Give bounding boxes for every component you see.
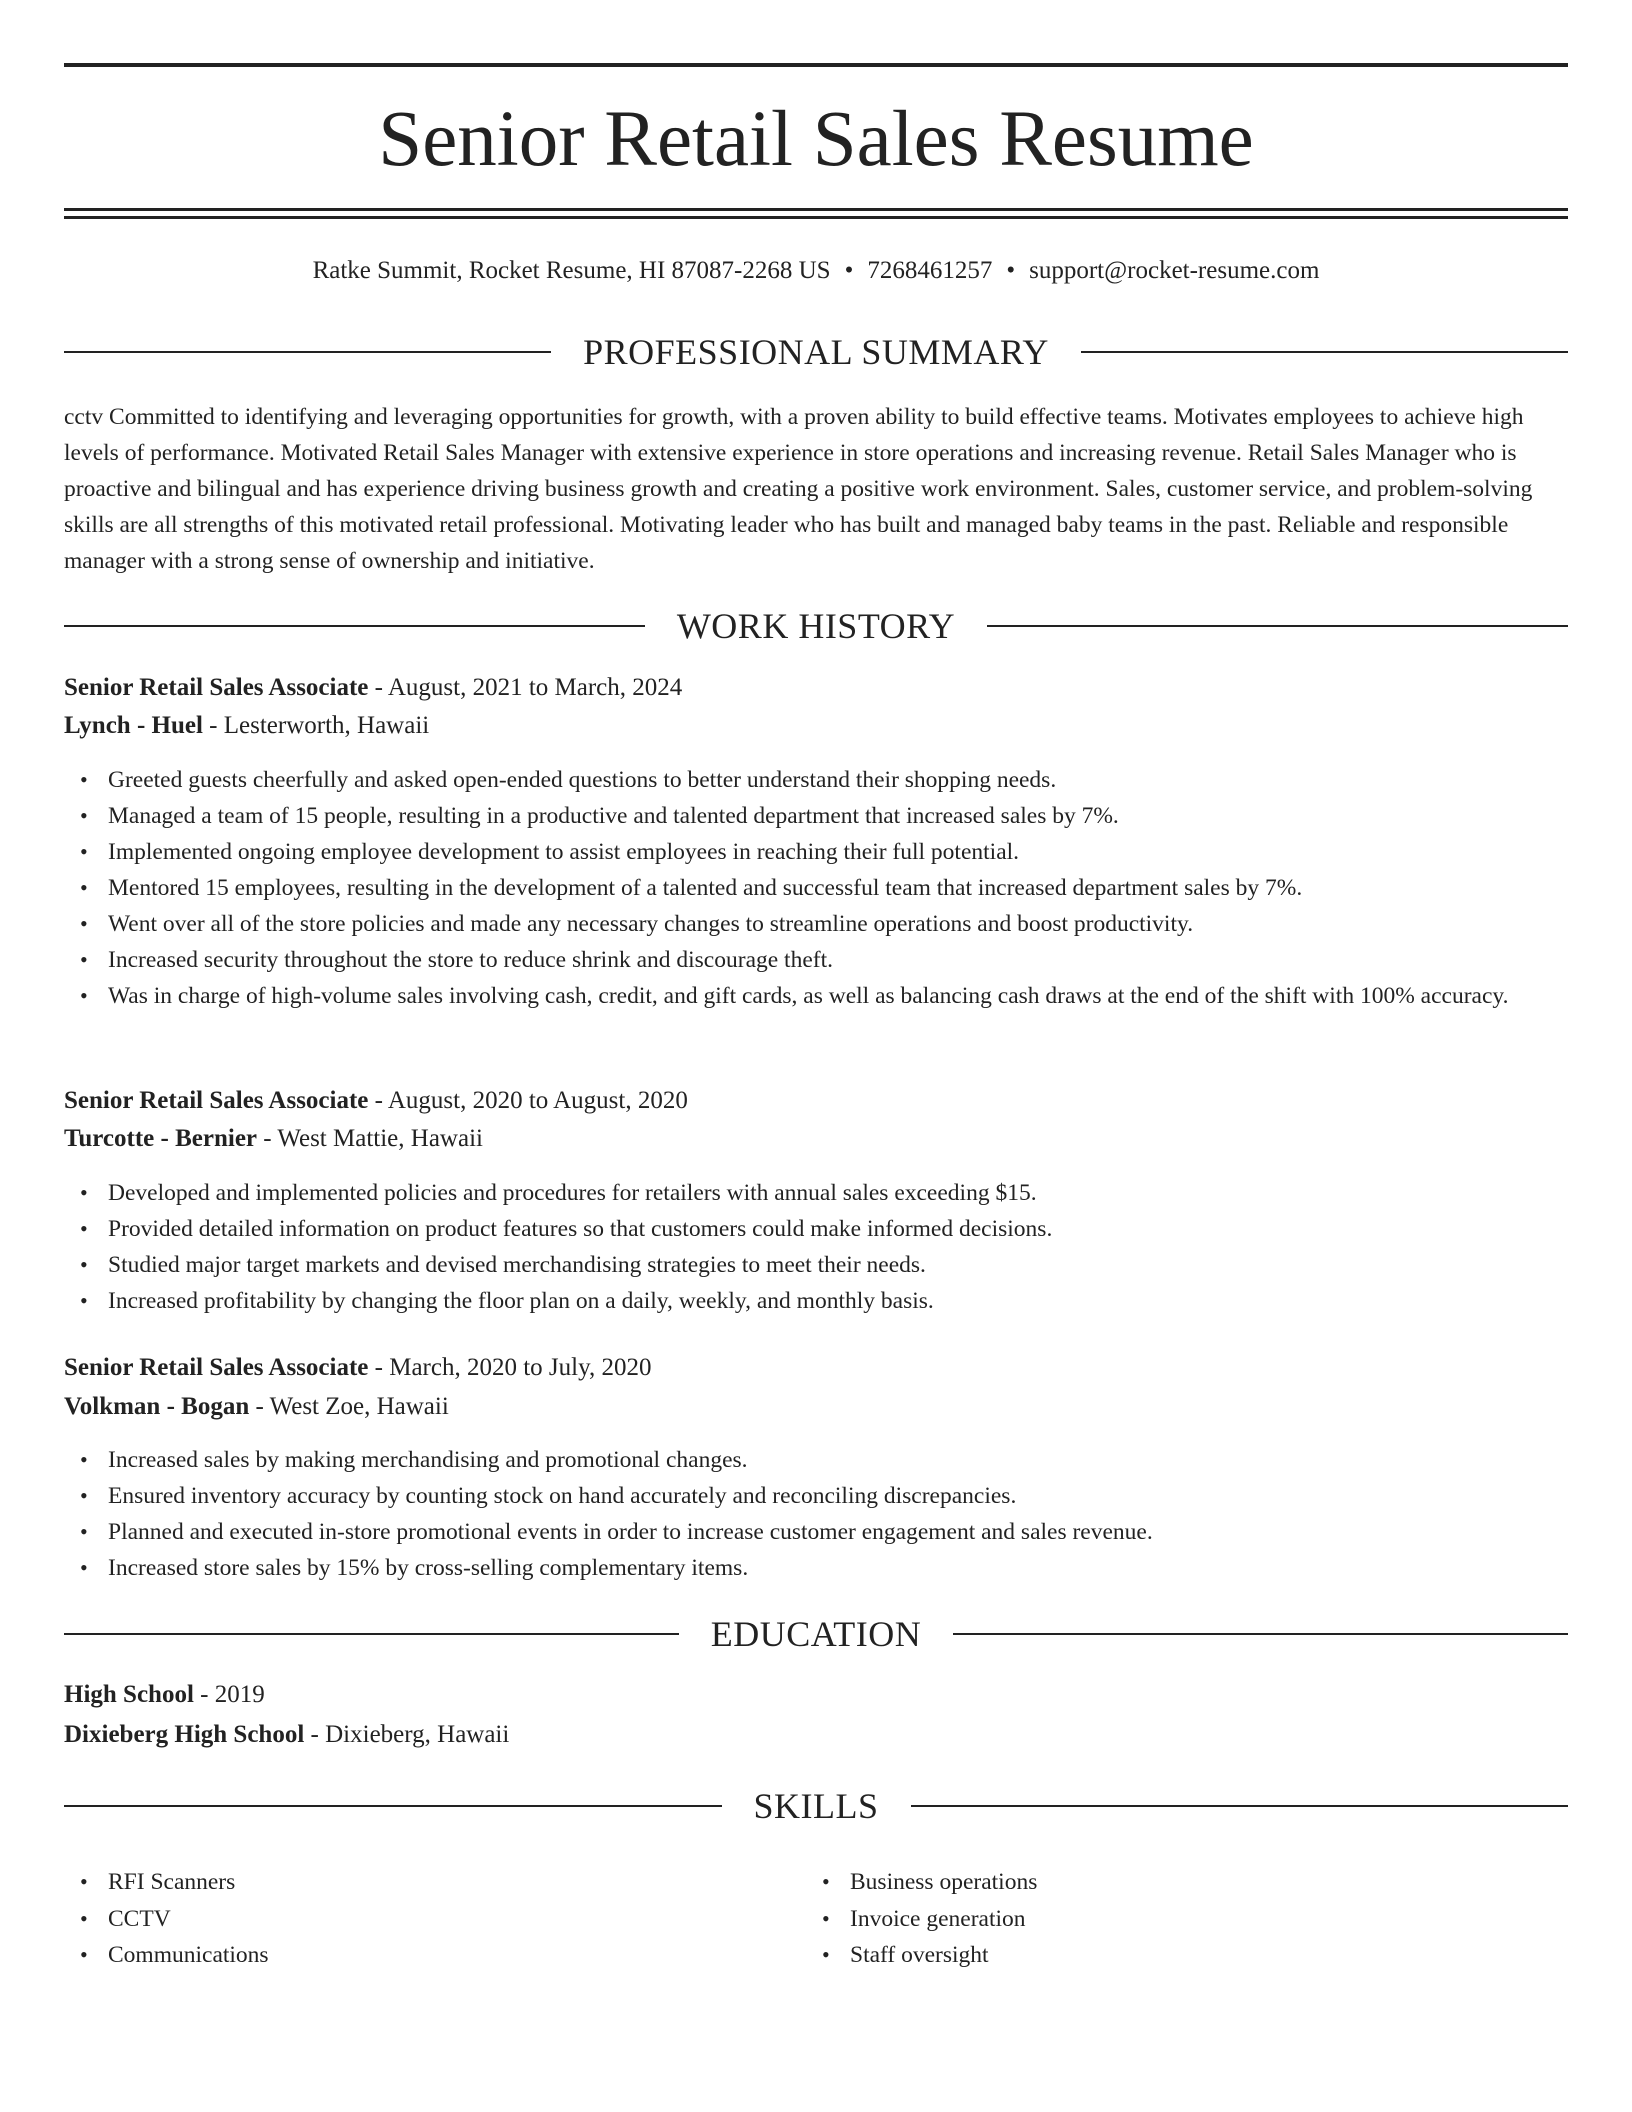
section-title: EDUCATION bbox=[710, 1614, 922, 1654]
bullet-item: • Studied major target markets and devised merchandising strategies to meet their needs. bbox=[108, 1247, 1568, 1283]
bullet-item: • Increased store sales by 15% by cross-selling complementary items. bbox=[108, 1550, 1568, 1586]
education-location: - Dixieberg, Hawaii bbox=[304, 1721, 510, 1748]
heading-rule bbox=[1081, 351, 1568, 353]
heading-rule bbox=[64, 625, 645, 627]
section-heading-skills bbox=[64, 1784, 1568, 1828]
job-bullets bbox=[64, 1442, 1568, 1586]
bullet-item: • Increased security throughout the store to reduce shrink and discourage theft. bbox=[108, 942, 1568, 978]
job-company-line bbox=[64, 1121, 1568, 1157]
job-title-line bbox=[64, 670, 1568, 706]
job-title-line bbox=[64, 1083, 1568, 1119]
contact-email: support@rocket-resume.com bbox=[1029, 257, 1320, 284]
heading-rule bbox=[64, 351, 551, 353]
job-dates: - August, 2021 to March, 2024 bbox=[368, 674, 683, 701]
bullet-item: • Greeted guests cheerfully and asked open-ended questions to better understand their shopping needs. bbox=[108, 762, 1568, 798]
section-heading-work-history bbox=[64, 604, 1568, 648]
job-bullets bbox=[64, 762, 1568, 1014]
heading-rule bbox=[953, 1633, 1568, 1635]
bullet-item: • Provided detailed information on product features so that customers could make informed decisions. bbox=[108, 1211, 1568, 1247]
bullet-item: • Ensured inventory accuracy by counting stock on hand accurately and reconciling discrepancies. bbox=[108, 1478, 1568, 1514]
heading-rule bbox=[911, 1805, 1569, 1807]
skill-item: • Invoice generation bbox=[850, 1901, 1550, 1938]
contact-separator: • bbox=[1006, 257, 1016, 284]
job-company: Lynch - Huel bbox=[64, 712, 203, 739]
contact-phone: 7268461257 bbox=[867, 257, 993, 284]
education-year: - 2019 bbox=[193, 1681, 265, 1708]
job-location: - Lesterworth, Hawaii bbox=[202, 712, 430, 739]
contact-address: Ratke Summit, Rocket Resume, HI 87087-2268 US bbox=[312, 257, 831, 284]
section-title: SKILLS bbox=[753, 1786, 879, 1826]
bullet-item: • Increased sales by making merchandising and promotional changes. bbox=[108, 1442, 1568, 1478]
skill-item: • Staff oversight bbox=[850, 1937, 1550, 1974]
job-company: Turcotte - Bernier bbox=[64, 1125, 258, 1152]
bullet-item: • Developed and implemented policies and procedures for retailers with annual sales exceeding $15. bbox=[108, 1175, 1568, 1211]
education-degree: High School bbox=[64, 1681, 194, 1708]
summary-text: cctv Committed to identifying and leveraging opportunities for growth, with a proven ability to build effective teams. Motivates employees to achieve high levels of performance. Motivated Retail Sales Manager with extensive experience in store operations and increasing revenue. Retail Sales Manager who is proactive and bilingual and has experience driving business growth and creating a positive work environment. Sales, customer service, and problem-solving skills are all strengths of this motivated retail professional. Motivating leader who has built and managed baby teams in the past. Reliable and responsible manager with a strong sense of ownership and initiative. bbox=[64, 404, 1533, 574]
bullet-item: • Implemented ongoing employee development to assist employees in reaching their full potential. bbox=[108, 834, 1568, 870]
bullet-item: • Went over all of the store policies and made any necessary changes to streamline operations and boost productivity. bbox=[108, 906, 1568, 942]
bullet-item: • Mentored 15 employees, resulting in the development of a talented and successful team that increased department sales by 7%. bbox=[108, 870, 1568, 906]
job-location: - West Zoe, Hawaii bbox=[249, 1393, 449, 1420]
job-company: Volkman - Bogan bbox=[64, 1393, 250, 1420]
heading-rule bbox=[987, 625, 1568, 627]
title-rule-upper bbox=[64, 208, 1568, 211]
education-school: Dixieberg High School bbox=[64, 1721, 305, 1748]
skill-item: • Communications bbox=[108, 1937, 808, 1974]
top-rule bbox=[64, 63, 1568, 67]
job-dates: - August, 2020 to August, 2020 bbox=[368, 1087, 688, 1114]
job-title: Senior Retail Sales Associate bbox=[64, 674, 369, 701]
skill-item: • CCTV bbox=[108, 1901, 808, 1938]
bullet-item: • Planned and executed in-store promotional events in order to increase customer engagement and sales revenue. bbox=[108, 1514, 1568, 1550]
section-heading-summary bbox=[64, 330, 1568, 374]
education-school-line bbox=[64, 1717, 1568, 1753]
section-title: WORK HISTORY bbox=[676, 606, 956, 646]
section-title: PROFESSIONAL SUMMARY bbox=[583, 332, 1049, 372]
skills-list-right bbox=[806, 1864, 1550, 1974]
job-title: Senior Retail Sales Associate bbox=[64, 1087, 369, 1114]
bullet-item: • Managed a team of 15 people, resulting in a productive and talented department that increased sales by 7%. bbox=[108, 798, 1568, 834]
job-bullets bbox=[64, 1175, 1568, 1319]
heading-rule bbox=[64, 1633, 679, 1635]
title-rule-lower bbox=[64, 216, 1568, 219]
contact-line bbox=[64, 254, 1568, 288]
job-title: Senior Retail Sales Associate bbox=[64, 1354, 369, 1381]
job-company-line bbox=[64, 708, 1568, 744]
job-dates: - March, 2020 to July, 2020 bbox=[368, 1354, 652, 1381]
bullet-item: • Was in charge of high-volume sales involving cash, credit, and gift cards, as well as balancing cash draws at the end of the shift with 100% accuracy. bbox=[108, 978, 1568, 1014]
heading-rule bbox=[64, 1805, 722, 1807]
education-degree-line bbox=[64, 1677, 1568, 1713]
skill-item: • Business operations bbox=[850, 1864, 1550, 1901]
skill-item: • RFI Scanners bbox=[108, 1864, 808, 1901]
job-title-line bbox=[64, 1350, 1568, 1386]
contact-separator: • bbox=[844, 257, 854, 284]
resume-title: Senior Retail Sales Resume bbox=[378, 96, 1254, 183]
job-company-line bbox=[64, 1389, 1568, 1425]
job-location: - West Mattie, Hawaii bbox=[257, 1125, 483, 1152]
bullet-item: • Increased profitability by changing the floor plan on a daily, weekly, and monthly basis. bbox=[108, 1283, 1568, 1319]
section-heading-education bbox=[64, 1612, 1568, 1656]
skills-list-left bbox=[64, 1864, 808, 1974]
